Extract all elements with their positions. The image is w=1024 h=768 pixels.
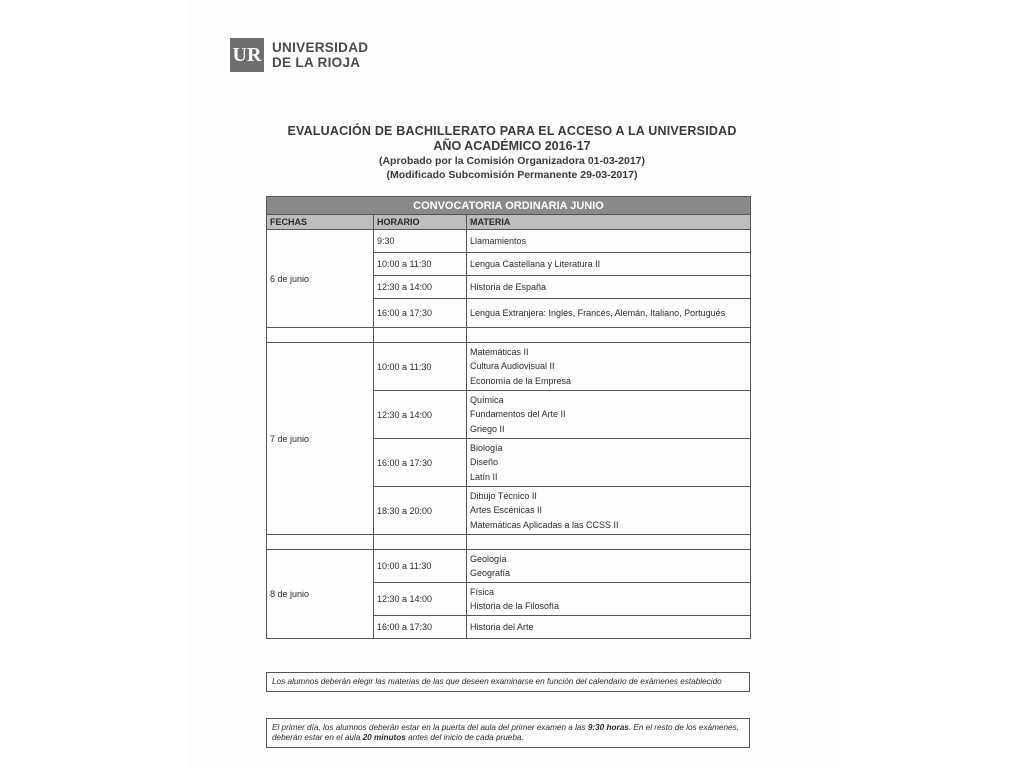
subject-name: Dibujo Técnico II <box>470 490 537 501</box>
subject-name: Historia del Arte <box>470 621 534 632</box>
notice-box-arrival-times <box>266 718 750 748</box>
approval-note: (Aprobado por la Comisión Organizadora 01-03-2017) <box>378 155 646 167</box>
table-row <box>267 230 751 253</box>
document-title: EVALUACIÓN DE BACHILLERATO PARA EL ACCESO A LA UNIVERSIDAD <box>287 124 737 138</box>
column-header-fechas: FECHAS <box>267 215 374 230</box>
time-cell: 10:00 a 11:30 <box>374 253 467 276</box>
subject-name: Latín II <box>470 471 498 482</box>
column-header-horario: HORARIO <box>374 215 467 230</box>
subject-name: Geología <box>470 553 507 564</box>
time-cell: 18:30 a 20:00 <box>374 487 467 535</box>
subject-cell <box>467 583 751 616</box>
notice-text: Los alumnos deberán elegir las materias de las que deseen examinarse en función del calendario de exámenes establecido <box>272 677 722 686</box>
exam-schedule-table <box>266 196 751 639</box>
subject-name: Química <box>470 394 504 405</box>
document-header <box>262 124 762 181</box>
notice-text: antes del inicio de cada prueba. <box>405 733 524 742</box>
time-cell: 12:30 a 14:00 <box>374 583 467 616</box>
separator-cell <box>267 535 374 550</box>
subject-name: Lengua Extranjera: Inglés, Francés, Alemán, Italiano, Portugués <box>470 307 726 318</box>
subject-cell <box>467 439 751 487</box>
subject-cell <box>467 391 751 439</box>
time-cell: 10:00 a 11:30 <box>374 343 467 391</box>
separator-cell <box>267 328 374 343</box>
subject-name: Fundamentos del Arte II <box>470 409 566 420</box>
notice-minutes: 20 minutos <box>362 733 406 742</box>
notice-text: . En el resto de los exámenes, deberán estar en el aula <box>272 723 739 742</box>
day-separator-row <box>267 535 751 550</box>
university-name-line2: DE LA RIOJA <box>272 55 361 70</box>
column-header-materia: MATERIA <box>467 215 751 230</box>
university-logo <box>230 38 368 72</box>
subject-cell <box>467 230 751 253</box>
subject-name: Geografía <box>470 568 511 578</box>
table-caption: CONVOCATORIA ORDINARIA JUNIO <box>267 197 751 215</box>
subject-name: Cultura Audiovisual II <box>470 361 555 372</box>
academic-year: AÑO ACADÉMICO 2016-17 <box>433 139 591 153</box>
subject-name: Biología <box>470 442 503 453</box>
university-name-line1: UNIVERSIDAD <box>272 40 369 55</box>
subject-name: Llamamientos <box>470 235 527 246</box>
date-cell: 6 de junio <box>267 230 374 328</box>
subject-cell <box>467 487 751 535</box>
time-cell: 16:00 a 17:30 <box>374 616 467 639</box>
date-cell: 7 de junio <box>267 343 374 535</box>
university-name <box>272 40 368 70</box>
subject-cell <box>467 276 751 299</box>
subject-cell <box>467 253 751 276</box>
subject-name: Diseño <box>470 457 499 468</box>
date-cell: 8 de junio <box>267 550 374 639</box>
subject-name: Economía de la Empresa <box>470 375 572 386</box>
separator-cell <box>467 535 751 550</box>
notice-box-subject-choice <box>266 672 750 692</box>
time-cell: 16:00 a 17:30 <box>374 439 467 487</box>
university-logo-icon: UR <box>230 38 264 72</box>
subject-name: Matemáticas Aplicadas a las CCSS II <box>470 519 619 530</box>
table-row <box>267 343 751 391</box>
time-cell: 12:30 a 14:00 <box>374 276 467 299</box>
subject-name: Lengua Castellana y Literatura II <box>470 258 601 269</box>
subject-name: Física <box>470 586 495 597</box>
subject-name: Matemáticas II <box>470 346 529 357</box>
subject-name: Historia de la Filosofía <box>470 601 560 611</box>
time-cell: 10:00 a 11:30 <box>374 550 467 583</box>
notice-first-time: 9:30 horas <box>587 723 629 732</box>
subject-name: Historia de España <box>470 281 547 292</box>
time-cell: 16:00 a 17:30 <box>374 299 467 328</box>
subject-cell <box>467 616 751 639</box>
time-cell: 12:30 a 14:00 <box>374 391 467 439</box>
subject-cell <box>467 343 751 391</box>
day-separator-row <box>267 328 751 343</box>
subject-cell <box>467 299 751 328</box>
modification-note: (Modificado Subcomisión Permanente 29-03-2017) <box>386 169 638 181</box>
subject-name: Artes Escénicas II <box>470 505 543 516</box>
subject-name: Griego II <box>470 423 505 434</box>
notice-text: El primer día, los alumnos deberán estar en la puerta del aula del primer examen a las <box>272 723 588 732</box>
subject-cell <box>467 550 751 583</box>
separator-cell <box>467 328 751 343</box>
separator-cell <box>374 535 467 550</box>
time-cell: 9:30 <box>374 230 467 253</box>
table-row <box>267 550 751 583</box>
separator-cell <box>374 328 467 343</box>
